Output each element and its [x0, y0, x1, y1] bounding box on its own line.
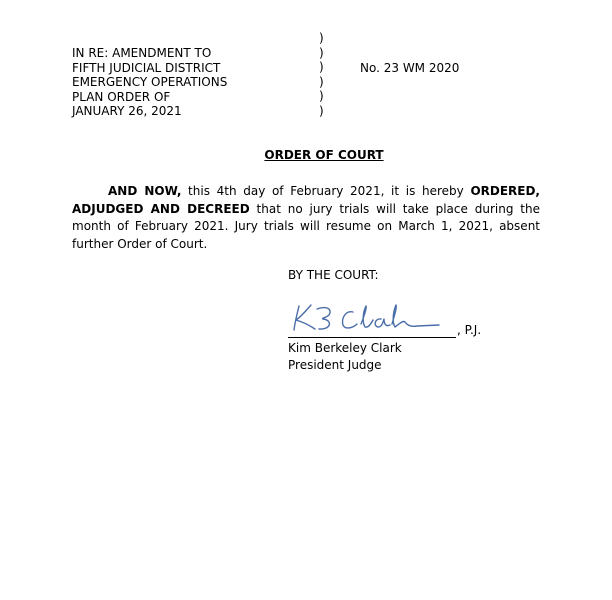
caption-line: EMERGENCY OPERATIONS: [72, 75, 228, 89]
caption-line: JANUARY 26, 2021: [72, 104, 182, 118]
paren: ): [319, 60, 324, 74]
paren: ): [319, 45, 324, 60]
docket-number: No. 23 WM 2020: [360, 61, 460, 75]
body-segment: this 4th day of February 2021, it is hereby: [181, 184, 471, 198]
order-paragraph: [72, 183, 540, 253]
signer-block: [288, 340, 402, 374]
paren: ): [319, 74, 324, 89]
ordered-bold: ORDERED, ADJUDGED AND DECREED: [72, 184, 540, 216]
paren: ): [319, 103, 324, 118]
judge-name: Kim Berkeley Clark: [288, 341, 402, 355]
caption-line: FIFTH JUDICIAL DISTRICT: [72, 60, 221, 75]
pj-suffix: , P.J.: [457, 323, 482, 337]
paren: ): [319, 89, 324, 103]
signature-line: [288, 337, 456, 338]
judge-title: President Judge: [288, 358, 382, 372]
caption-line: PLAN ORDER OF: [72, 89, 171, 104]
paren: ): [319, 31, 324, 45]
by-the-court: BY THE COURT:: [288, 268, 379, 282]
lead-bold: AND NOW,: [108, 184, 182, 198]
caption-line: IN RE: AMENDMENT TO: [72, 46, 212, 60]
caption-parentheses: [319, 31, 324, 118]
handwritten-signature: [291, 300, 443, 334]
body-segment: that no jury trials will take place during the month of February 2021. Jury trials will resume on March 1, 2021, absent further Order of Court.: [72, 201, 540, 251]
case-caption: [72, 46, 227, 119]
order-body: [72, 183, 540, 253]
document-title: ORDER OF COURT: [264, 148, 384, 162]
